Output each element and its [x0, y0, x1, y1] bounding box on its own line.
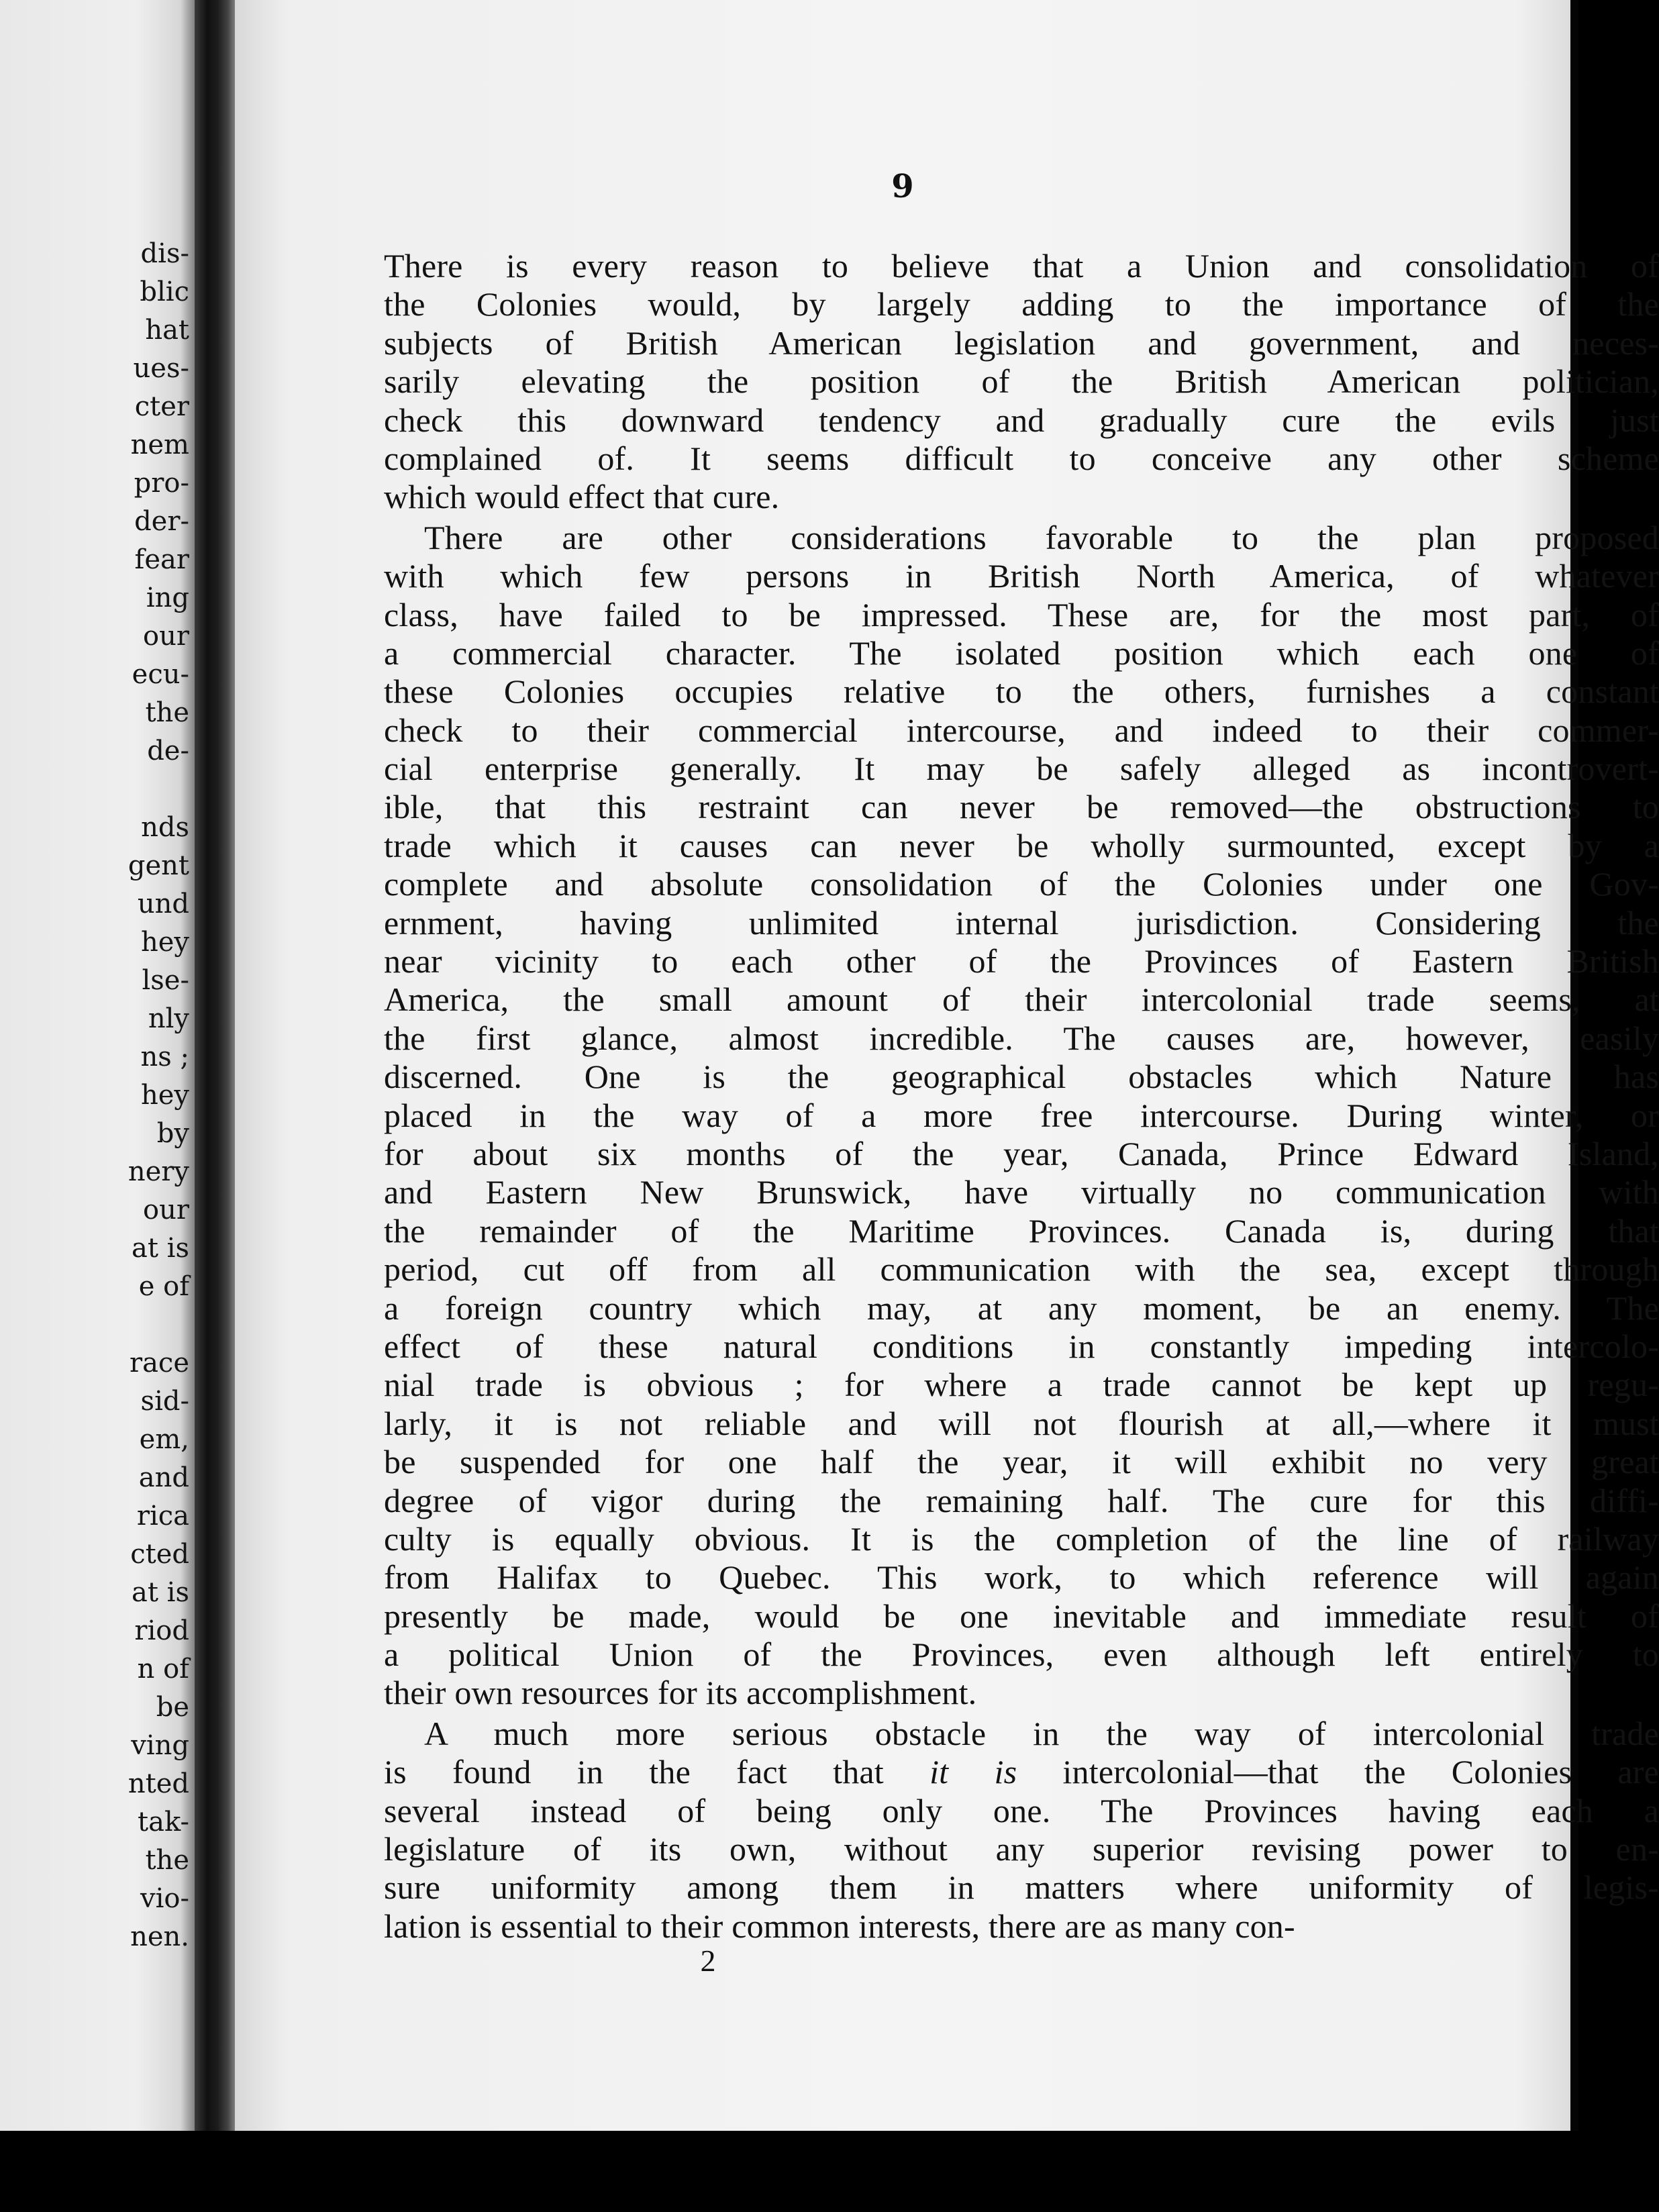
- text-line: nial trade is obvious ; for where a trade cannot be kept up regu-: [384, 1366, 1659, 1404]
- text-line: near vicinity to each other of the Provinces of Eastern British: [384, 942, 1659, 981]
- previous-page-fragment: race: [129, 1348, 189, 1378]
- previous-page-fragment: at is: [132, 1233, 189, 1264]
- paragraph: [384, 247, 1659, 517]
- signature-mark: [235, 1943, 1570, 1978]
- text-line: ernment, having unlimited internal jurisdiction. Considering the: [384, 903, 1659, 942]
- previous-page-fragment: lse-: [142, 965, 189, 996]
- previous-page-fragment: ing: [146, 583, 189, 613]
- previous-page-fragment: hey: [140, 1080, 189, 1111]
- text-line: a political Union of the Provinces, even although left entirely to: [384, 1636, 1659, 1674]
- text-line: complained of. It seems difficult to conceive any other scheme: [384, 439, 1659, 477]
- text-line: and Eastern New Brunswick, have virtually no communication with: [384, 1173, 1659, 1211]
- text-line: period, cut off from all communication with the sea, except through: [384, 1250, 1659, 1289]
- text-line: placed in the way of a more free intercourse. During winter, or: [384, 1096, 1659, 1134]
- text-line: effect of these natural conditions in constantly impeding intercolo-: [384, 1327, 1659, 1365]
- text-line: degree of vigor during the remaining half. The cure for this diffi-: [384, 1481, 1659, 1519]
- paragraph: [384, 519, 1659, 1713]
- previous-page-fragments: [1, 235, 196, 1956]
- text-line: complete and absolute consolidation of the Colonies under one Gov-: [384, 865, 1659, 903]
- previous-page-fragment: by: [156, 1118, 189, 1149]
- text-line: There are other considerations favorable to the plan proposed: [424, 518, 1659, 556]
- text-line: check to their commercial intercourse, and indeed to their commer-: [384, 711, 1659, 749]
- previous-page-fragment: n of: [137, 1654, 189, 1685]
- book-page: [235, 0, 1659, 2131]
- text-line: presently be made, would be one inevitable and immediate result of: [384, 1597, 1659, 1635]
- previous-page-fragment: der-: [134, 506, 189, 537]
- text-line: the first glance, almost incredible. The causes are, however, easily: [384, 1019, 1659, 1057]
- previous-page-fragment: ving: [131, 1730, 189, 1761]
- previous-page-fragment: und: [137, 889, 189, 919]
- previous-page-fragment: riod: [134, 1615, 189, 1646]
- previous-page-fragment: [1, 1306, 196, 1344]
- text-line: sure uniformity among them in matters where uniformity of legis-: [384, 1868, 1659, 1907]
- previous-page-fragment: de-: [147, 736, 189, 766]
- previous-page-fragment: nly: [148, 1003, 189, 1034]
- page-number: [235, 168, 1570, 205]
- text-line: There is every reason to believe that a Union and consolidation of: [384, 247, 1659, 285]
- previous-page-fragment: cter: [134, 391, 189, 422]
- previous-page-fragment: hat: [145, 315, 189, 346]
- text-line: A much more serious obstacle in the way of intercolonial trade: [424, 1714, 1659, 1752]
- text-line: the remainder of the Maritime Provinces. Canada is, during that: [384, 1211, 1659, 1250]
- text-line: which would effect that cure.: [384, 478, 780, 516]
- text-line: sarily elevating the position of the British American politician,: [384, 362, 1659, 401]
- previous-page-fragment: tak-: [138, 1807, 189, 1838]
- previous-page-fragment: ues-: [133, 353, 189, 384]
- text-line: from Halifax to Quebec. This work, to which reference will again: [384, 1558, 1659, 1597]
- text-line: lation is essential to their common interests, there are as many con-: [384, 1907, 1295, 1945]
- text-line: ible, that this restraint can never be removed—the obstructions to: [384, 788, 1659, 826]
- text-line: a commercial character. The isolated position which each one of: [384, 634, 1659, 672]
- emphasis: it is: [929, 1753, 1017, 1791]
- previous-page-fragment: pro-: [134, 468, 189, 499]
- previous-page-edge: [0, 0, 196, 2131]
- previous-page-fragment: nds: [141, 812, 189, 843]
- paragraph: [384, 1715, 1659, 1946]
- previous-page-fragment: ns ;: [140, 1042, 189, 1072]
- previous-page-fragment: ecu-: [132, 659, 189, 690]
- text-line: America, the small amount of their intercolonial trade seems, at: [384, 981, 1659, 1019]
- text-line: the Colonies would, by largely adding to the importance of the: [384, 285, 1659, 323]
- text-line: for about six months of the year, Canada, Prince Edward Island,: [384, 1134, 1659, 1172]
- text-line: be suspended for one half the year, it will exhibit no very great: [384, 1443, 1659, 1481]
- previous-page-fragment: nem: [130, 430, 189, 460]
- previous-page-fragment: hey: [140, 927, 189, 958]
- previous-page-fragment: our: [143, 621, 189, 652]
- text-line: these Colonies occupies relative to the others, furnishes a constant: [384, 672, 1659, 711]
- previous-page-fragment: dis-: [140, 238, 189, 269]
- scan-bottom-border: [0, 2131, 1578, 2212]
- text-line: legislature of its own, without any superior revising power to en-: [384, 1830, 1659, 1868]
- previous-page-fragment: be: [156, 1692, 189, 1723]
- previous-page-fragment: nted: [128, 1768, 189, 1799]
- previous-page-fragment: e of: [138, 1271, 189, 1302]
- previous-page-fragment: cted: [130, 1539, 189, 1570]
- previous-page-fragment: sid-: [140, 1386, 189, 1417]
- previous-page-fragment: rica: [136, 1501, 189, 1531]
- text-line: with which few persons in British North America, of whatever: [384, 557, 1659, 595]
- text-line: discerned. One is the geographical obstacles which Nature has: [384, 1058, 1659, 1096]
- previous-page-fragment: nen.: [130, 1921, 189, 1952]
- text-line: is found in the fact that it is intercolonial—that the Colonies are: [384, 1753, 1659, 1791]
- text-line: class, have failed to be impressed. These are, for the most part, of: [384, 595, 1659, 634]
- previous-page-fragment: nery: [128, 1156, 189, 1187]
- text-line: subjects of British American legislation and government, and neces-: [384, 323, 1659, 362]
- previous-page-fragment: the: [145, 697, 189, 728]
- text-line: check this downward tendency and gradually cure the evils just: [384, 401, 1659, 439]
- previous-page-fragment: em,: [139, 1424, 189, 1455]
- previous-page-fragment: fear: [134, 544, 189, 575]
- text-line: a foreign country which may, at any moment, be an enemy. The: [384, 1289, 1659, 1327]
- text-line: their own resources for its accomplishment.: [384, 1674, 977, 1712]
- previous-page-fragment: vio-: [140, 1883, 189, 1914]
- body-text: [384, 247, 1659, 1948]
- previous-page-fragment: the: [145, 1845, 189, 1876]
- book-gutter: [195, 0, 236, 2131]
- previous-page-fragment: our: [143, 1195, 189, 1225]
- previous-page-fragment: blic: [140, 276, 189, 307]
- previous-page-fragment: [1, 770, 196, 809]
- previous-page-fragment: at is: [132, 1577, 189, 1608]
- text-line: several instead of being only one. The Provinces having each a: [384, 1791, 1659, 1829]
- signature-mark-text: 2: [700, 1944, 716, 1978]
- page-number-text: 9: [891, 168, 914, 205]
- text-line: cial enterprise generally. It may be safely alleged as incontrovert-: [384, 750, 1659, 788]
- text-line: trade which it causes can never be wholly surmounted, except by a: [384, 826, 1659, 864]
- previous-page-fragment: gent: [128, 850, 189, 881]
- text-line: larly, it is not reliable and will not flourish at all,—where it must: [384, 1404, 1659, 1442]
- text-line: culty is equally obvious. It is the completion of the line of railway: [384, 1519, 1659, 1558]
- previous-page-fragment: and: [138, 1462, 189, 1493]
